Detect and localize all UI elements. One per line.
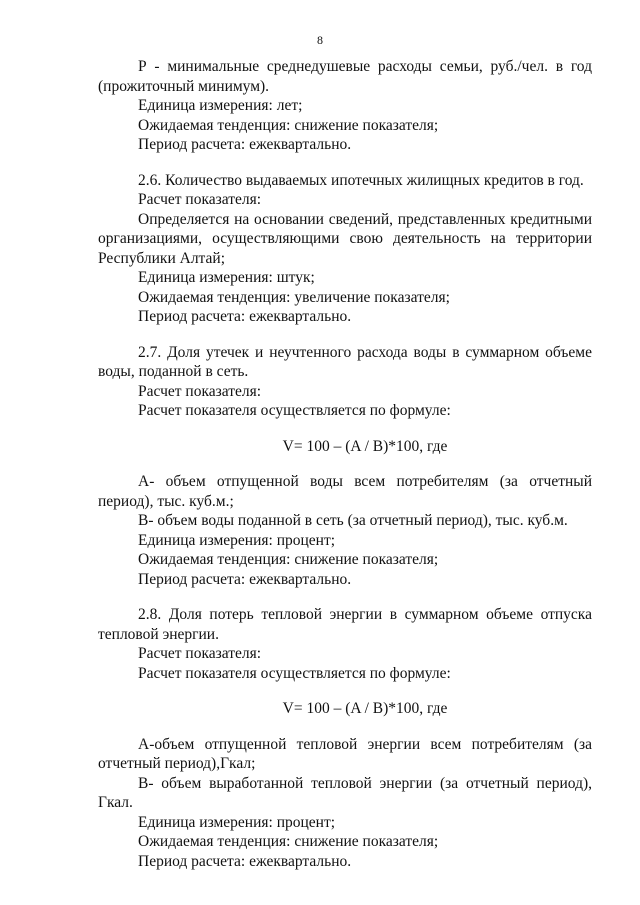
text-line: период), тыс. куб.м.; [98,492,234,510]
document-body [98,57,592,871]
text-line: А- объем отпущенной воды всем потребителям (за отчетный [138,473,592,490]
text-line: Единица измерения: процент; [138,531,336,549]
text-line: Период расчета: ежеквартально. [138,570,352,588]
text-line: Расчет показателя: [138,382,262,400]
text-line: отчетный период),Гкал; [98,755,256,772]
formula-line: V= 100 – (A / B)*100, где [282,700,448,717]
text-line: Ожидаемая тенденция: снижение показателя; [138,116,439,134]
text-line: В- объем выработанной тепловой энергии (за отчетный период), [138,774,592,792]
text-line: А-объем отпущенной тепловой энергии всем потребителям (за [138,735,592,753]
formula-line: V= 100 – (A / B)*100, где [282,437,448,455]
text-line: Единица измерения: процент; [138,813,336,831]
text-line: Р - минимальные среднедушевые расходы семьи, руб./чел. в год [138,58,592,75]
text-line: 2.7. Доля утечек и неучтенного расхода воды в суммарном объеме [138,343,592,361]
page-number: 8 [317,33,323,47]
text-line: Расчет показателя осуществляется по формуле: [138,402,451,419]
text-line: тепловой энергии. [98,625,219,643]
text-line: Расчет показателя: [138,645,262,662]
text-line: Период расчета: ежеквартально. [138,308,352,325]
text-line: Единица измерения: штук; [138,269,315,286]
paragraph-gap [98,683,592,699]
text-line: 2.8. Доля потерь тепловой энергии в суммарном объеме отпуска [138,606,592,623]
text-line: Единица измерения: лет; [138,97,303,114]
text-line: Гкал. [98,794,133,811]
text-line: 2.6. Количество выдаваемых ипотечных жилищных кредитов в год. [138,171,584,189]
text-line: Определяется на основании сведений, представленных кредитными [138,210,592,228]
text-line: Период расчета: ежеквартально. [138,136,352,153]
paragraph-gap [98,421,592,437]
text-line: Ожидаемая тенденция: снижение показателя; [138,833,439,850]
text-line: Период расчета: ежеквартально. [138,852,352,870]
text-line: (прожиточный минимум). [98,77,270,95]
paragraph-gap [98,719,592,735]
text-line: В- объем воды поданной в сеть (за отчетный период), тыс. куб.м. [138,512,568,529]
text-line: Ожидаемая тенденция: увеличение показателя; [138,288,450,306]
paragraph-gap [98,327,592,343]
text-line: воды, поданной в сеть. [98,363,249,380]
paragraph-gap [98,589,592,605]
text-line: Республики Алтай; [98,249,226,267]
text-line: Расчет показателя осуществляется по формуле: [138,664,451,682]
paragraph-gap [98,155,592,171]
text-line: организациями, осуществляющими свою деятельность на территории [98,230,592,247]
text-line: Расчет показателя: [138,191,262,208]
paragraph-gap [98,456,592,472]
text-line: Ожидаемая тенденция: снижение показателя; [138,551,439,568]
